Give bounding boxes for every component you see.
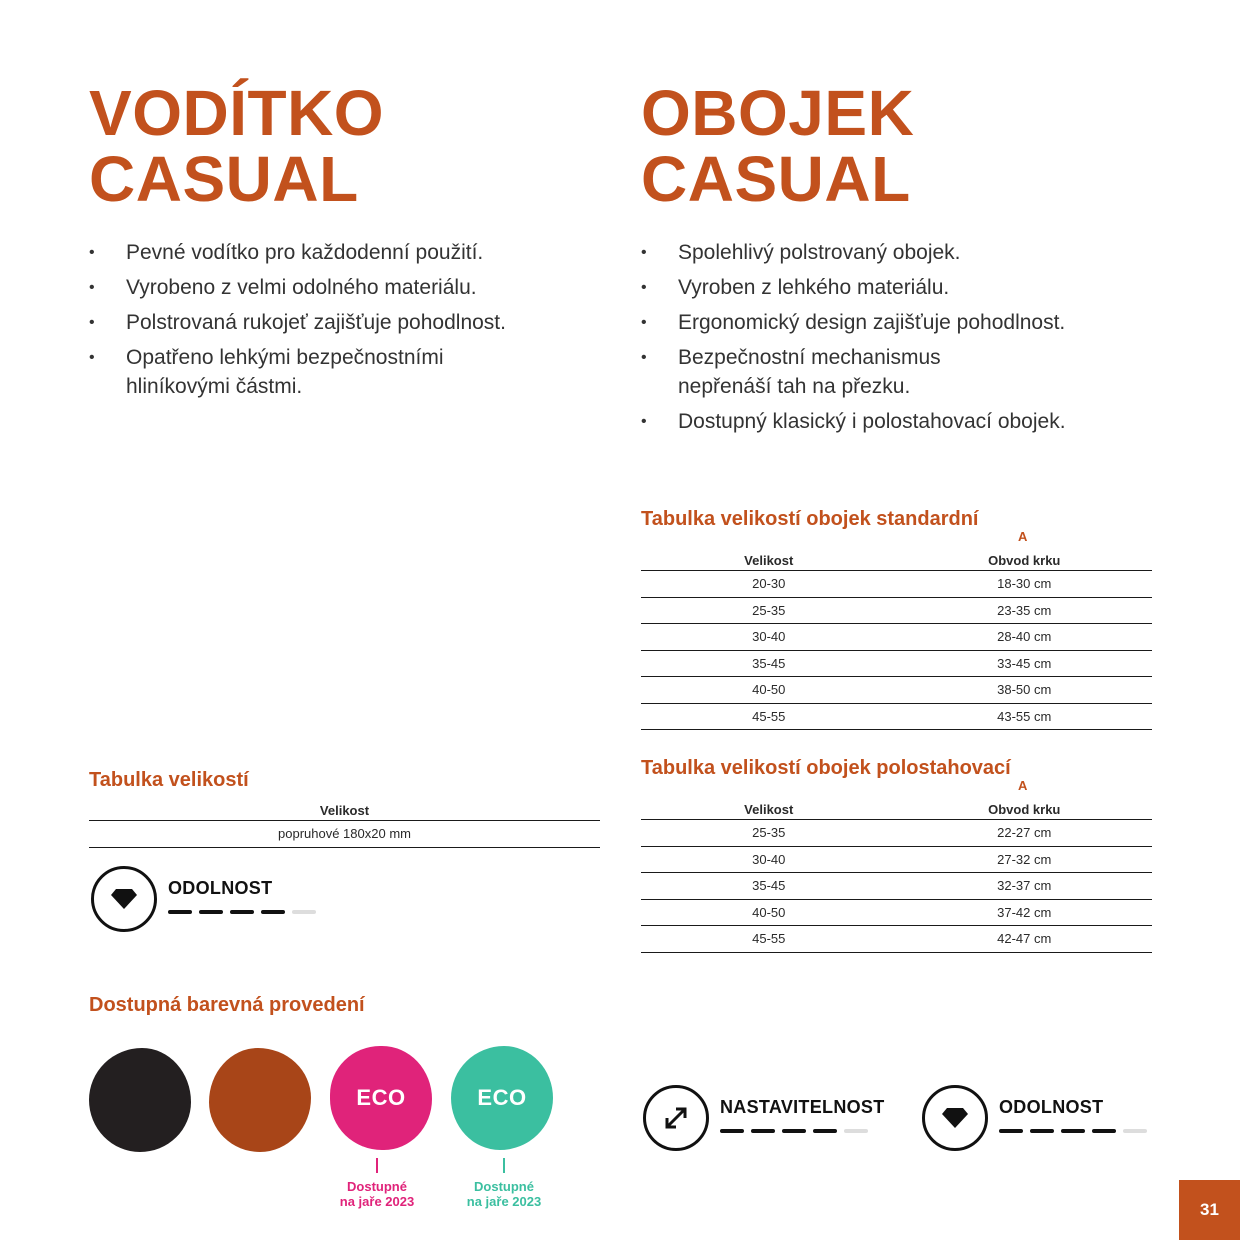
feature-label: ODOLNOST xyxy=(168,878,273,898)
color-swatch-teal xyxy=(451,1046,553,1150)
diamond-icon xyxy=(941,1106,969,1130)
level-segment xyxy=(782,1129,806,1133)
table-marker: A xyxy=(1018,778,1028,793)
note-line1: Dostupné xyxy=(474,1179,534,1194)
table-cell: 20-30 xyxy=(641,571,897,598)
level-segment xyxy=(751,1129,775,1133)
leash-bullet-list xyxy=(89,238,569,407)
table-row xyxy=(641,677,1152,704)
color-swatch-brown xyxy=(209,1048,311,1152)
table-header: Velikost xyxy=(641,794,897,820)
feature-icon-ring xyxy=(91,866,157,932)
collar-standard-heading: Tabulka velikostí obojek standardní xyxy=(641,508,979,530)
collar-feature-adjustability xyxy=(643,1085,883,1151)
table-row xyxy=(641,703,1152,730)
table-cell: 43-55 cm xyxy=(897,703,1153,730)
level-segment xyxy=(720,1129,744,1133)
note-tick xyxy=(503,1158,505,1173)
table-cell: 33-45 cm xyxy=(897,650,1153,677)
table-header: Obvod krku xyxy=(897,794,1153,820)
feature-icon-ring xyxy=(922,1085,988,1151)
feature-label: ODOLNOST xyxy=(999,1097,1104,1117)
table-cell: 23-35 cm xyxy=(897,597,1153,624)
level-segment xyxy=(1030,1129,1054,1133)
note-line2: na jaře 2023 xyxy=(466,1194,542,1209)
table-cell: 42-47 cm xyxy=(897,926,1153,953)
table-cell: 32-37 cm xyxy=(897,873,1153,900)
list-item: • Spolehlivý polstrovaný obojek. xyxy=(641,238,1161,267)
table-row xyxy=(641,926,1152,953)
collar-title xyxy=(641,77,915,215)
note-line1: Dostupné xyxy=(347,1179,407,1194)
leash-size-table xyxy=(89,795,600,848)
table-cell: 22-27 cm xyxy=(897,820,1153,847)
list-item: • Bezpečnostní mechanismus nepřenáší tah na přezku. xyxy=(641,343,978,401)
feature-label: NASTAVITELNOST xyxy=(720,1097,885,1117)
collar-title-line2: CASUAL xyxy=(641,143,911,215)
level-segment xyxy=(999,1129,1023,1133)
table-cell: 37-42 cm xyxy=(897,899,1153,926)
note-line2: na jaře 2023 xyxy=(339,1194,415,1209)
leash-title-line1: VODÍTKO xyxy=(89,77,385,149)
table-cell: 35-45 xyxy=(641,873,897,900)
color-swatch-pink xyxy=(330,1046,432,1150)
table-row xyxy=(641,846,1152,873)
level-segment xyxy=(844,1129,868,1133)
diamond-icon xyxy=(110,887,138,911)
eco-label: ECO xyxy=(477,1085,527,1110)
list-item: • Ergonomický design zajišťuje pohodlnost. xyxy=(641,308,1161,337)
level-segment xyxy=(1123,1129,1147,1133)
collar-feature-durability xyxy=(922,1085,1162,1151)
level-segment xyxy=(199,910,223,914)
availability-note-pink xyxy=(322,1158,432,1209)
table-row xyxy=(641,650,1152,677)
list-item: • Polstrovaná rukojeť zajišťuje pohodlnost. xyxy=(89,308,569,337)
level-segment xyxy=(1061,1129,1085,1133)
level-segment xyxy=(230,910,254,914)
leash-title xyxy=(89,77,385,215)
level-segment xyxy=(1092,1129,1116,1133)
table-row xyxy=(641,873,1152,900)
table-cell: popruhové 180x20 mm xyxy=(89,821,600,848)
table-row xyxy=(641,624,1152,651)
level-segment xyxy=(292,910,316,914)
table-marker: A xyxy=(1018,529,1028,544)
table-cell: 45-55 xyxy=(641,926,897,953)
table-cell: 30-40 xyxy=(641,846,897,873)
level-segment xyxy=(168,910,192,914)
feature-icon-ring xyxy=(643,1085,709,1151)
leash-feature-durability xyxy=(91,866,331,932)
table-cell: 40-50 xyxy=(641,899,897,926)
collar-semi-table xyxy=(641,794,1152,953)
table-cell: 30-40 xyxy=(641,624,897,651)
table-header: Velikost xyxy=(641,545,897,571)
resize-arrows-icon xyxy=(662,1104,690,1132)
list-item: • Dostupný klasický i polostahovací obojek. xyxy=(641,407,1161,436)
table-row xyxy=(641,899,1152,926)
level-segment xyxy=(813,1129,837,1133)
collar-standard-table xyxy=(641,545,1152,730)
colors-heading: Dostupná barevná provedení xyxy=(89,994,365,1016)
level-segment xyxy=(261,910,285,914)
collar-title-line1: OBOJEK xyxy=(641,77,915,149)
list-item: • Pevné vodítko pro každodenní použití. xyxy=(89,238,569,267)
leash-title-line2: CASUAL xyxy=(89,143,359,215)
collar-bullet-list xyxy=(641,238,1161,442)
table-header: Velikost xyxy=(89,795,600,821)
page-number: 31 xyxy=(1179,1180,1240,1240)
table-cell: 40-50 xyxy=(641,677,897,704)
table-cell: 28-40 cm xyxy=(897,624,1153,651)
table-row xyxy=(641,597,1152,624)
table-row xyxy=(641,820,1152,847)
availability-note-teal xyxy=(449,1158,559,1209)
table-cell: 45-55 xyxy=(641,703,897,730)
note-tick xyxy=(376,1158,378,1173)
list-item: • Vyroben z lehkého materiálu. xyxy=(641,273,1161,302)
list-item: • Opatřeno lehkými bezpečnostními hliníkovými částmi. xyxy=(89,343,506,401)
table-cell: 27-32 cm xyxy=(897,846,1153,873)
leash-size-heading: Tabulka velikostí xyxy=(89,769,249,791)
table-cell: 25-35 xyxy=(641,820,897,847)
table-cell: 18-30 cm xyxy=(897,571,1153,598)
table-cell: 25-35 xyxy=(641,597,897,624)
table-header: Obvod krku xyxy=(897,545,1153,571)
list-item: • Vyrobeno z velmi odolného materiálu. xyxy=(89,273,569,302)
table-row xyxy=(89,821,600,848)
level-indicator xyxy=(168,910,316,914)
eco-label: ECO xyxy=(356,1085,406,1110)
color-swatch-black xyxy=(89,1048,191,1152)
table-cell: 35-45 xyxy=(641,650,897,677)
table-cell: 38-50 cm xyxy=(897,677,1153,704)
level-indicator xyxy=(720,1129,868,1133)
collar-semi-heading: Tabulka velikostí obojek polostahovací xyxy=(641,757,1011,779)
table-row xyxy=(641,571,1152,598)
level-indicator xyxy=(999,1129,1147,1133)
